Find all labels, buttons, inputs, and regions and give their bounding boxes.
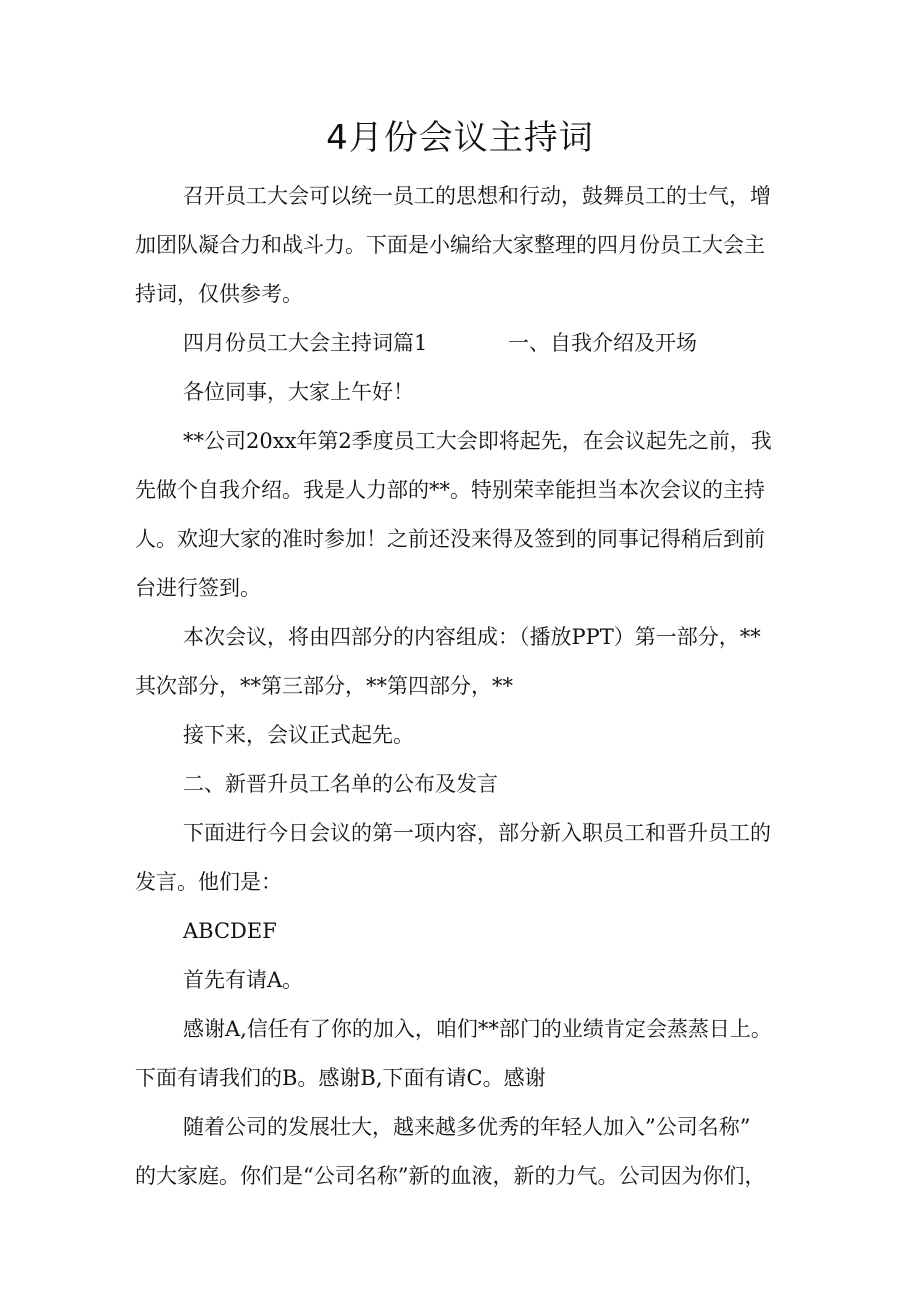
opening-line-1: **公司20xx年第2季度员工大会即将起先，在会议起先之前，我 [183, 429, 772, 453]
thanks-line-1: 感谢A,信任有了你的加入，咱们**部门的业绩肯定会蒸蒸日上。 [183, 1017, 772, 1041]
section-heading-left: 四月份员工大会主持词篇1 [183, 331, 428, 355]
section-heading-right: 一、自我介绍及开场 [508, 331, 697, 355]
speakers-line-2: 发言。他们是： [135, 870, 282, 894]
thanks-line-2: 下面有请我们的B。感谢B,下面有请C。感谢 [135, 1066, 546, 1090]
document-body [135, 172, 795, 1201]
first-speaker-line: 首先有请A。 [183, 968, 304, 992]
speakers-line-1: 下面进行今日会议的第一项内容，部分新入职员工和晋升员工的 [183, 821, 771, 845]
next-line: 接下来，会议正式起先。 [183, 723, 414, 747]
agenda-line-2: 其次部分，**第三部分，**第四部分，** [135, 674, 513, 698]
agenda-line-1: 本次会议，将由四部分的内容组成：（播放PPT）第一部分，** [183, 625, 761, 649]
intro-line-3: 持词，仅供参考。 [135, 282, 303, 306]
heading-two: 二、新晋升员工名单的公布及发言 [183, 772, 498, 796]
greeting-line: 各位同事，大家上午好！ [183, 380, 414, 404]
opening-line-3: 人。欢迎大家的准时参加！之前还没来得及签到的同事记得稍后到前 [135, 527, 765, 551]
intro-line-1: 召开员工大会可以统一员工的思想和行动，鼓舞员工的士气，增 [183, 184, 771, 208]
intro-line-2: 加团队凝合力和战斗力。下面是小编给大家整理的四月份员工大会主 [135, 233, 765, 257]
opening-line-2: 先做个自我介绍。我是人力部的**。特别荣幸能担当本次会议的主持 [135, 478, 765, 502]
section-heading-row [135, 319, 795, 368]
document-title: 4月份会议主持词 [326, 118, 594, 158]
names-line: ABCDEF [183, 919, 277, 943]
opening-line-4: 台进行签到。 [135, 576, 261, 600]
growth-line-2: 的大家庭。你们是“公司名称”新的血液，新的力气。公司因为你们， [135, 1164, 766, 1188]
growth-line-1: 随着公司的发展壮大，越来越多优秀的年轻人加入”公司名称” [183, 1115, 751, 1139]
